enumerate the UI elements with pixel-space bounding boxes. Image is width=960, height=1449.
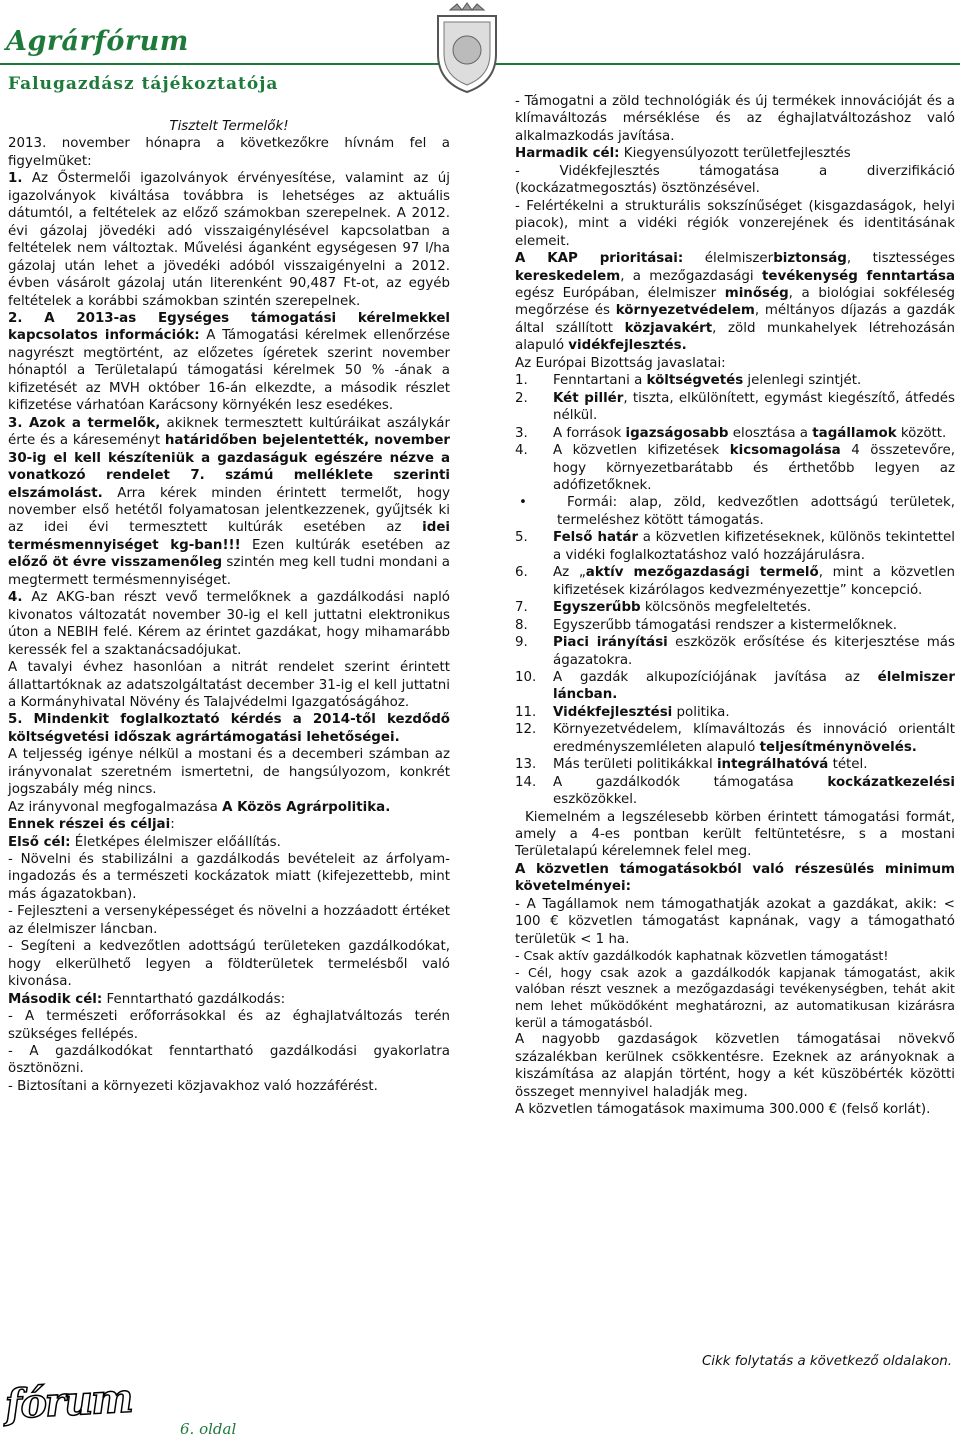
proposal-text <box>553 390 955 425</box>
emphasis: tagállamok <box>812 425 897 441</box>
proposal-text-part: politika. <box>672 704 730 720</box>
emphasis: költségvetés <box>646 373 744 389</box>
emphasis: környezetvédelem <box>615 303 755 319</box>
paragraph-text: Az AKG-ban részt vevő termelőknek a gazdálkodási napló kivonatos változatát november 30-ig el kell juttatni elektronikus úton a NEBIH felé. Kérem az érintet gazdákat, hogy mihamarább keressék fel a szaktanácsadójukat. <box>8 590 450 658</box>
emphasis: kicsomagolása <box>729 443 841 459</box>
paragraph-text: , a mezőgazdasági <box>620 268 762 284</box>
paragraph-heading: 2. A 2013-as Egységes támogatási kérelmekkel kapcsolatos információk: <box>8 310 450 344</box>
masthead-title: Agrárfórum <box>6 26 189 57</box>
continued-note: Cikk folytatás a következő oldalakon. <box>701 1354 952 1369</box>
proposal-number: 3. <box>515 425 528 441</box>
goal-2-item: - A természeti erőforrásokkal és az éghajlatváltozás terén szükséges fellépés. <box>8 1009 450 1042</box>
emphasis: előző öt évre visszamenőleg <box>8 555 223 571</box>
proposal-text-part: Más területi politikákkal <box>553 757 717 773</box>
proposal-text <box>553 442 955 494</box>
right-column <box>515 93 955 1118</box>
proposal-text <box>553 756 955 773</box>
emphasis: határidőben bejelentették, november 30-ig el kell készíteniük a gazdaságuk egészére nézve a vonatkozó rendelet 7. számú melléklete szerinti elszámolást. <box>8 433 451 501</box>
reduction-paragraph: A nagyobb gazdaságok közvetlen támogatásai növekvő százalékban kerülnek csökkentésre. Ezeknek az arányoknak a kiszámítása az alapján történt, hogy a két küszöbérték közötti összeget mennyivel haladják meg. <box>515 1032 955 1100</box>
paragraph-text: Az irányvonal megfogalmazása <box>8 799 223 815</box>
requirement: - Csak aktív gazdálkodók kaphatnak közvetlen támogatást! <box>515 948 889 964</box>
proposal-number: 10. <box>515 669 537 685</box>
proposal-item <box>515 774 955 809</box>
paragraph-text: , tisztességes <box>846 251 956 267</box>
proposal-text-part: , mint a közvetlen kifizetések kizárólagos kedvezményezettje” koncepció. <box>553 565 955 598</box>
paragraph-2 <box>8 310 450 415</box>
proposals-list <box>515 372 955 494</box>
proposal-number: 2. <box>515 390 528 406</box>
proposal-item <box>515 442 955 494</box>
coat-of-arms-icon <box>430 2 504 94</box>
emphasis: A KAP prioritásai: <box>515 251 684 267</box>
proposal-text-part: a közvetlen kifizetéseknek, különös tekintettel a vidéki foglalkoztatáshoz való hozzájárulásra. <box>553 530 956 563</box>
left-column <box>8 118 450 1095</box>
proposal-item <box>515 669 955 704</box>
goal-2-item: - Támogatni a zöld technológiák és új termékek innovációját és a klímaváltozás mérséklése és az éghajlatváltozáshoz való alkalmazkodás javítása. <box>515 94 955 144</box>
commission-intro: Az Európai Bizottság javaslatai: <box>515 355 726 371</box>
goal-1-item: - Növelni és stabilizálni a gazdálkodás bevételeit az árfolyam-ingadozás és a természeti kockázatok miatt (kifejezettebb, mint más ágazatokban). <box>8 852 450 902</box>
emphasis: Felső határ <box>553 530 639 546</box>
item-number: 1. <box>8 171 23 187</box>
proposal-text <box>553 669 955 704</box>
proposal-text-part: A források <box>553 425 626 441</box>
proposal-text <box>553 617 955 634</box>
bullet-icon: • <box>519 495 527 511</box>
goal-1-item: - Fejleszteni a versenyképességet és növelni a hozzáadott értéket az élelmiszer láncban. <box>8 904 450 937</box>
goal-label: Harmadik cél: <box>515 146 620 162</box>
proposal-number: 13. <box>515 757 537 773</box>
paragraph-text: Az Őstermelői igazolványok érvényesítése, valamint az új igazolványok kiváltása továbbra is lehetséges az aktuális dátumtól, a feltételek az előző számokban szerepelnek. A 2012. évi gázolaj jövedéki adó visszaigénylésével kapcsolatban a feltételek nem változtak. Művelési áganként egységesen 97 l/ha gázolaj után lehet a jövedéki adóból visszaigényelni a 2012. évben vásárolt gázolaj után literenként 90,487 Ft-ot, az egyéb feltételek a korábbi számokban szintén szerepelnek. <box>8 171 450 309</box>
maximum-paragraph: A közvetlen támogatások maximuma 300.000 € (felső korlát). <box>515 1101 931 1117</box>
proposal-text-part: Egyszerűbb támogatási rendszer a kistermelőknek. <box>553 617 897 633</box>
proposal-number: 12. <box>515 722 537 738</box>
proposal-number: 1. <box>515 373 528 389</box>
proposal-number: 8. <box>515 617 528 633</box>
proposal-item <box>515 617 955 634</box>
emphasis: idei termésmennyiséget kg-ban!!! <box>8 520 450 553</box>
emphasis: Ennek részei és céljai <box>8 817 171 833</box>
emphasis: élelmiszer láncban. <box>553 669 955 703</box>
goal-label: Első cél: <box>8 834 71 850</box>
proposal-item <box>515 372 955 389</box>
proposal-number: 9. <box>515 635 528 651</box>
paragraph-text: : <box>170 817 175 833</box>
proposal-item <box>515 425 955 442</box>
goal-1 <box>8 834 450 851</box>
paragraph-text: élelmiszer <box>683 251 774 267</box>
proposal-text-part: jelenlegi szintjét. <box>743 373 862 389</box>
emphasis: integrálhatóvá <box>716 757 829 773</box>
proposal-number: 4. <box>515 443 528 459</box>
emphasis: Két pillér <box>553 390 624 406</box>
paragraph-3 <box>8 415 450 590</box>
footer-logo: fórum <box>3 1374 133 1429</box>
proposal-text-part: Fenntartani a <box>553 373 647 389</box>
emphasis: aktív mezőgazdasági termelő <box>585 565 819 581</box>
emphasis: Vidékfejlesztési <box>553 704 673 720</box>
proposal-text-part: elosztása a <box>728 425 813 441</box>
paragraph-5-heading <box>8 711 450 746</box>
emphasis: Egyszerűbb <box>553 600 641 616</box>
proposal-item <box>515 721 955 756</box>
emphasis: tevékenység fenntartása <box>761 268 955 284</box>
paragraph-text: , méltányos díjazás a gazdák által szállított <box>515 303 955 336</box>
paragraph-text: szintén meg kell tudni mondani a megtermett termésmennyiséget. <box>8 555 450 588</box>
proposal-text <box>553 425 955 442</box>
paragraph-6 <box>8 799 450 816</box>
page-number: 6. oldal <box>180 1420 237 1438</box>
proposal-number: 11. <box>515 704 537 720</box>
paragraph-text: Ezen kultúrák esetében az <box>240 537 450 553</box>
proposal-item <box>515 704 955 721</box>
paragraph-heading: 5. Mindenkit foglalkoztató kérdés a 2014-től kezdődő költségvetési időszak agrártámogatási lehetőségei. <box>8 712 450 745</box>
proposal-number: 7. <box>515 600 528 616</box>
proposals-list <box>515 529 955 808</box>
proposal-item <box>515 529 955 564</box>
proposal-text-part: 4 összetevőre, hogy környezetbarátabb és érthetőbb legyen az adófizetőknek. <box>553 443 955 493</box>
paragraph-4b: A tavalyi évhez hasonlóan a nitrát rendelet szerint érintett állattartóknak az adatszolgáltatást december 31-ig el kell juttatni a Kormányhivatal Növény és Talajvédelmi Igazgatóságához. <box>8 660 450 710</box>
proposal-text-part: A gazdák alkupozíciójának javítása az <box>553 669 878 685</box>
proposal-item <box>515 390 955 425</box>
masthead-subtitle: Falugazdász tájékoztatója <box>8 74 279 94</box>
proposal-text <box>553 721 955 756</box>
proposal-number: 5. <box>515 530 528 546</box>
proposal-text <box>553 634 955 669</box>
proposal-text-part: , tiszta, elkülönített, egymást kiegészítő, átfedés nélkül. <box>553 390 955 424</box>
goal-text: Fenntartható gazdálkodás: <box>102 991 286 1007</box>
proposal-text-part: A közvetlen kifizetések <box>553 443 730 459</box>
proposal-text-part: Az „ <box>553 565 586 581</box>
goal-label: Második cél: <box>8 991 103 1007</box>
bullet-text: Formái: alap, zöld, kedvezőtlen adottságú területek, termeléshez kötött támogatás. <box>557 495 955 528</box>
proposal-text-part: Környezetvédelem, klímaváltozás és innováció orientált eredményszemléleten alapuló <box>553 722 955 755</box>
requirement: - Cél, hogy csak azok a gazdálkodók kapjanak támogatást, akik valóban részt vesznek a mezőgazdasági tevékenységben, tehát akit nem lehet működőként meghatározni, az automatikusan kizárásra kerül a támogatásból. <box>515 964 955 1030</box>
parts-heading <box>8 816 450 833</box>
paragraph-text: egész Európában, élelmiszer <box>515 285 725 301</box>
proposal-item <box>515 599 955 616</box>
goal-1-item: - Segíteni a kedvezőtlen adottságú területeken gazdálkodókat, hogy elkerülhető legyen a földterületek termelésből való kivonása. <box>8 939 450 990</box>
kap-priorities <box>515 250 955 355</box>
proposal-text-part: között. <box>896 425 947 441</box>
proposal-text-part: kölcsönös megfeleltetés. <box>640 600 812 616</box>
paragraph-text: A Támogatási kérelmek ellenőrzése nagyrészt megtörtént, az előzetes ígéretek szerint november hónaptól a Területalapú támogatási kérelmek 50 % -ának a kifizetését az MVH október 16-án elkezdte, a második részlet kifizetése várhatóan Karácsony környékén lesz esedékes. <box>8 328 450 414</box>
goal-2-item: - A gazdálkodókat fenntartható gazdálkodási gyakorlatra ösztönözni. <box>8 1044 450 1077</box>
proposal-text <box>553 564 955 599</box>
paragraph-4 <box>8 589 450 659</box>
goal-2-item: - Biztosítani a környezeti közjavakhoz való hozzáférést. <box>8 1078 378 1094</box>
emphasis: kereskedelem <box>515 268 621 284</box>
paragraph-1 <box>8 170 450 310</box>
greeting: Tisztelt Termelők! <box>169 119 289 134</box>
proposal-text <box>553 774 955 809</box>
paragraph-5: A teljesség igénye nélkül a mostani és a decemberi számban az irányvonalat szeretném ismertetni, de hangsúlyozom, konkrét jogszabály még nincs. <box>8 747 450 798</box>
paragraph-text: , zöld munkahelyek létrehozásán alapuló <box>515 320 955 354</box>
proposal-item <box>515 756 955 773</box>
emphasis: teljesítménynövelés. <box>759 739 917 755</box>
paragraph-heading: 3. Azok a termelők, <box>8 415 161 431</box>
proposal-text <box>553 372 955 389</box>
proposal-text <box>553 704 955 721</box>
item-number: 4. <box>8 590 23 606</box>
proposal-number: 6. <box>515 565 528 581</box>
proposal-text-part: eszközökkel. <box>553 792 638 808</box>
emphasis: vidékfejlesztés. <box>568 338 687 354</box>
goal-text: Életképes élelmiszer előállítás. <box>70 834 281 850</box>
proposal-text <box>553 599 955 616</box>
emphasis: A Közös Agrárpolitika. <box>222 799 391 815</box>
highlight-paragraph: Kiemelném a legszélesebb körben érintett támogatási formát, amely a 4-es pontban került feltüntetésre, s a mostani Területalapú kérelemnek felel meg. <box>515 809 955 860</box>
emphasis: Piaci irányítási <box>553 635 668 651</box>
goal-2 <box>8 991 450 1008</box>
emphasis: kockázatkezelési <box>827 774 955 790</box>
goal-text: Kiegyensúlyozott területfejlesztés <box>619 146 851 162</box>
goal-3 <box>515 145 955 162</box>
proposal-number: 14. <box>515 774 537 790</box>
paragraph-text: Arra kérek minden érintett termelőt, hogy november első hetétől folyamatosan jelentkezzenek, gyűjtsék ki az idei évi termesztett kultúrák esetében az <box>8 485 450 536</box>
paragraph-text: akiknek termesztett kultúráikat aszálykár érte és a káreseményt <box>8 415 450 449</box>
proposal-text-part: eszközök erősítése és kiterjesztése más ágazatokra. <box>553 635 955 668</box>
proposal-item <box>515 564 955 599</box>
goal-3-item: - Felértékelni a strukturális sokszínűséget (kisgazdaságok, helyi piacok), mint a vidéki régiók vonzerejének és identitásának elemeit. <box>515 198 955 249</box>
emphasis: igazságosabb <box>625 425 729 441</box>
proposal-text-part: tétel. <box>828 757 868 773</box>
emphasis: biztonság <box>773 251 847 267</box>
intro-paragraph: 2013. november hónapra a következőkre hívnám fel a figyelmüket: <box>8 136 450 169</box>
proposal-text-part: A gazdálkodók támogatása <box>553 774 828 790</box>
proposal-text <box>553 529 955 564</box>
bullet-item <box>515 494 955 529</box>
proposal-item <box>515 634 955 669</box>
emphasis: A közvetlen támogatásokból való részesülés minimum követelményei: <box>515 861 955 895</box>
emphasis: minőség <box>724 285 789 301</box>
min-requirements-heading <box>515 861 955 896</box>
goal-3-item: - Vidékfejlesztés támogatása a diverzifikáció (kockázatmegosztás) ösztönzésével. <box>515 163 955 197</box>
paragraph-text: , a biológiai sokféleség megőrzése és <box>515 285 955 319</box>
requirement: - A Tagállamok nem támogathatják azokat a gazdákat, akik: < 100 € közvetlen támogatást kapnának, vagy a támogatható területük < 1 ha. <box>515 896 955 947</box>
emphasis: közjavakért <box>624 320 713 336</box>
